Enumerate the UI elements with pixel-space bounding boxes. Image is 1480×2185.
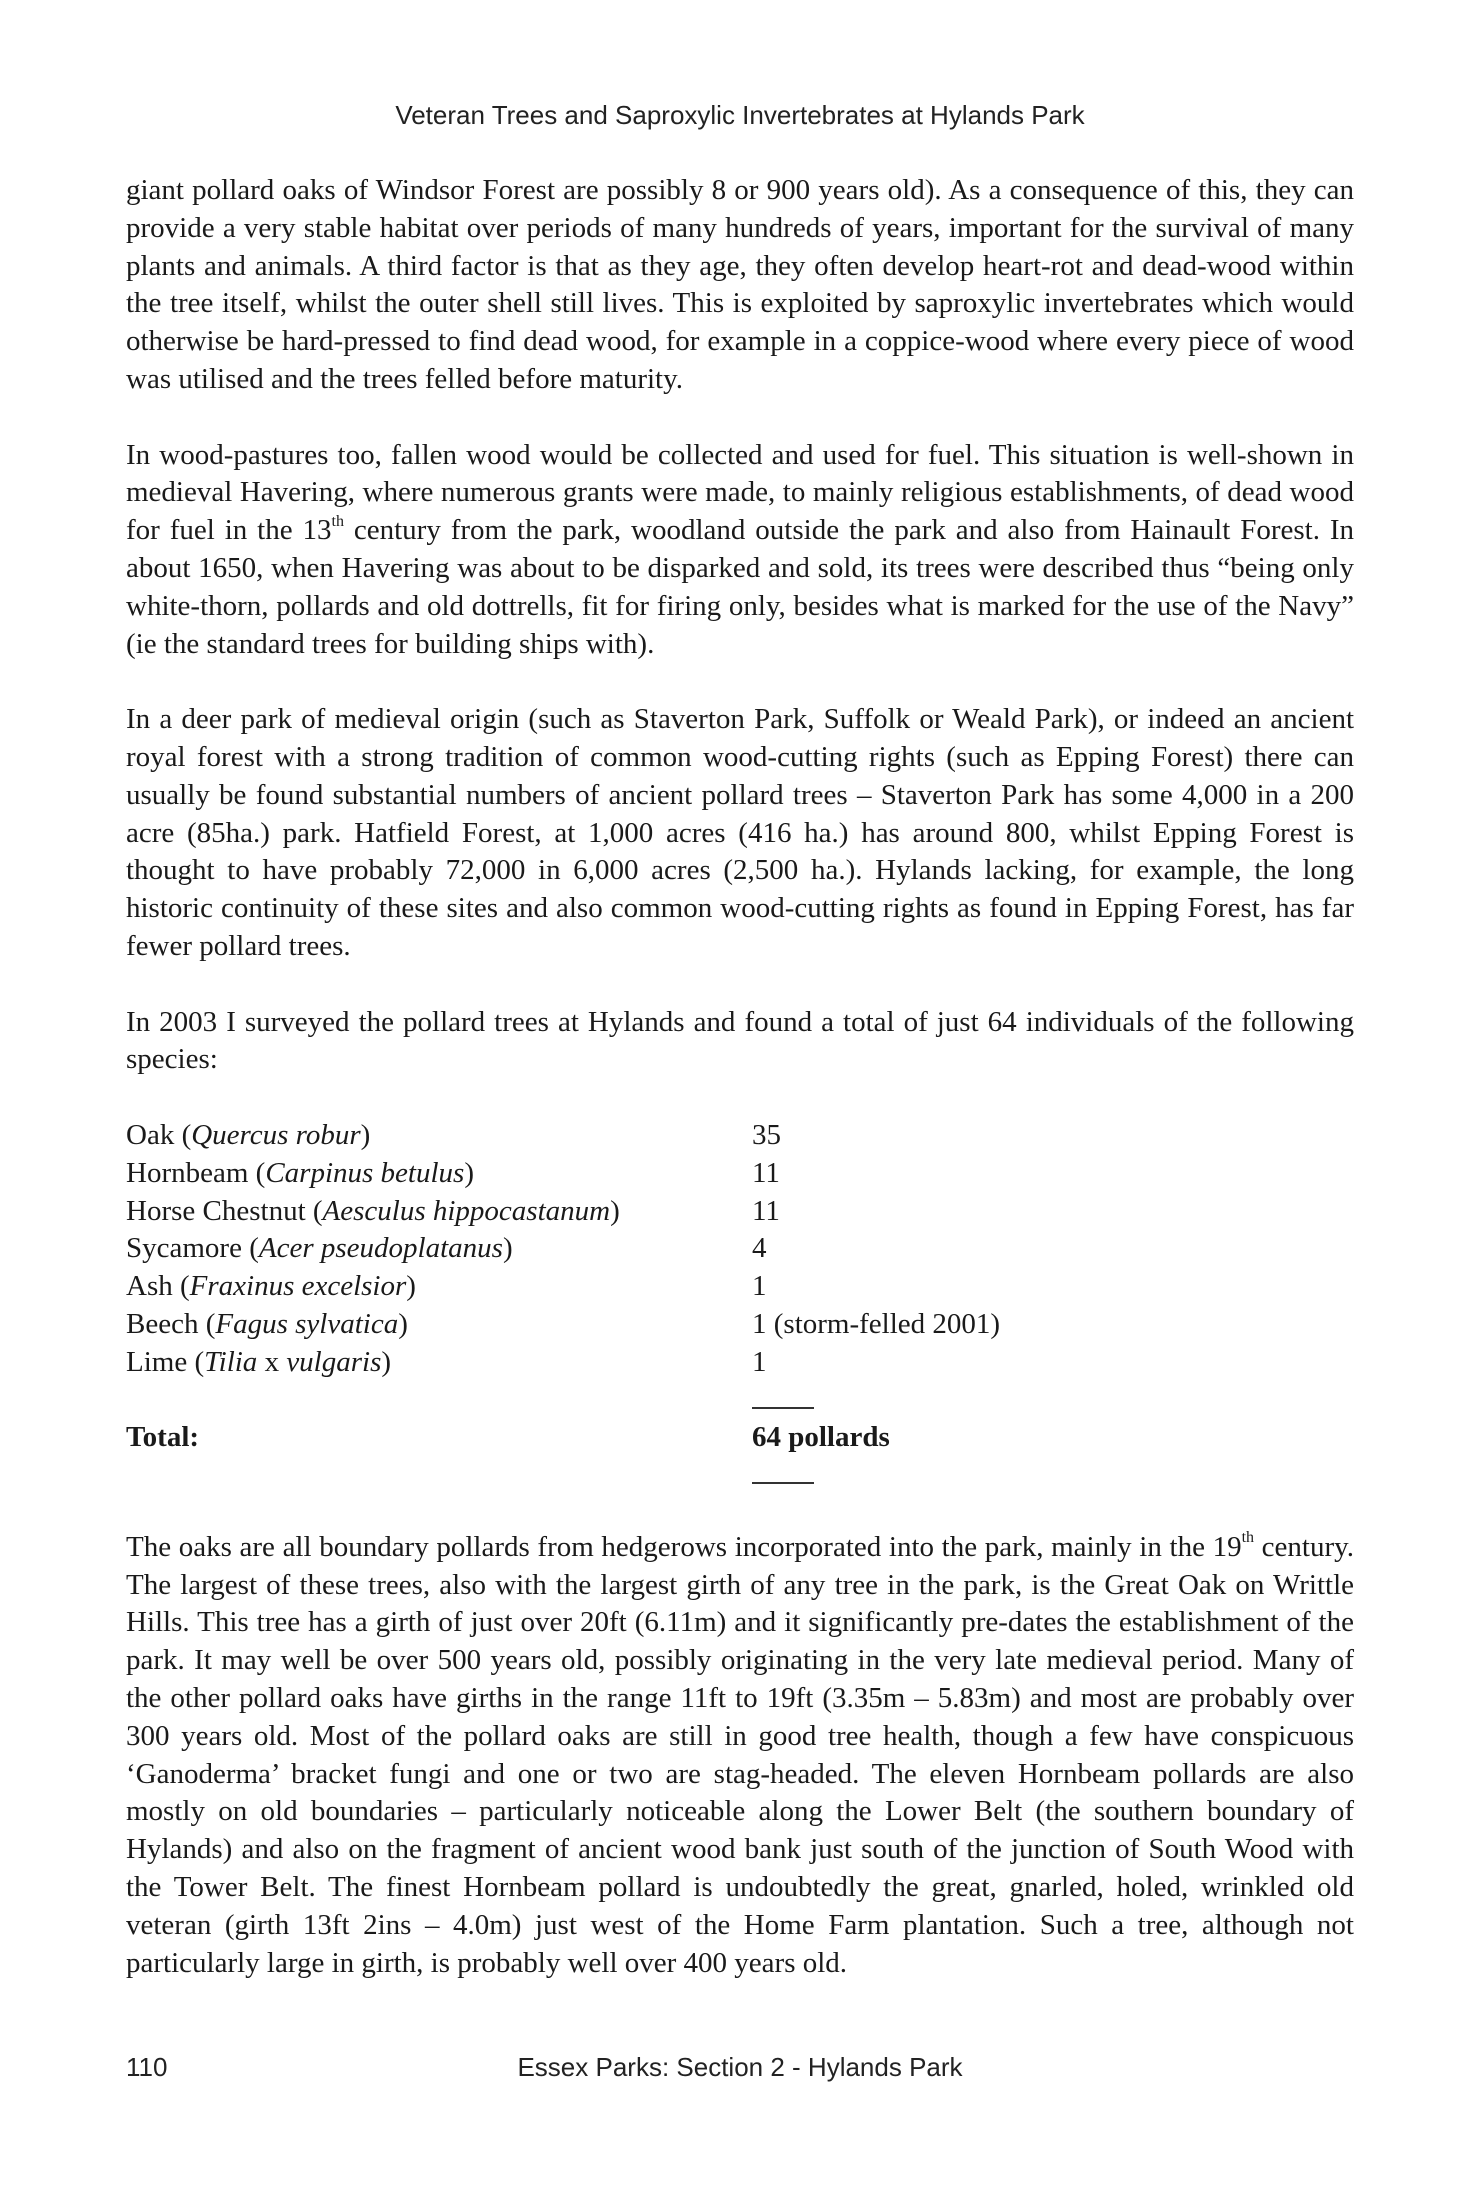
species-row-hornbeam [126, 1155, 1354, 1193]
page-number: 110 [126, 2052, 168, 2082]
total-value: 64 pollards [752, 1421, 890, 1454]
paragraph-4: In 2003 I surveyed the pollard trees at Hylands and found a total of just 64 individuals of the following species: [126, 1005, 1354, 1076]
paragraph-2-text-a: In wood-pastures too, fallen wood would be collected and used for fuel. This situation is well-shown in medieval Havering, where numerous grants were made, to mainly religious establishments, of dead wood for fuel in the 13 [126, 438, 1354, 547]
paren-close: ) [406, 1270, 416, 1303]
hybrid-marker: x [257, 1345, 287, 1378]
horizontal-rule [752, 1407, 814, 1409]
paren-close: ) [464, 1156, 474, 1189]
paragraph-3: In a deer park of medieval origin (such as Staverton Park, Suffolk or Weald Park), or indeed an ancient royal forest with a strong tradition of common wood-cutting rights (such as Epping Forest) there can usually be found substantial numbers of ancient pollard trees – Staverton Park has some 4,000 in a 200 acre (85ha.) park. Hatfield Forest, at 1,000 acres (416 ha.) has around 800, whilst Epping Forest is thought to have probably 72,000 in 6,000 acres (2,500 ha.). Hylands lacking, for example, the long historic continuity of these sites and also common wood-cutting rights as found in Epping Forest, has far fewer pollard trees. [126, 703, 1354, 962]
species-count: 1 (storm-felled 2001) [752, 1307, 1001, 1340]
species-count: 1 [752, 1270, 767, 1303]
sum-rule-top [126, 1382, 1354, 1420]
species-count: 35 [752, 1118, 781, 1151]
species-latin-name: Acer pseudoplatanus [258, 1232, 503, 1265]
paren-close: ) [502, 1232, 513, 1265]
sum-rule-bottom [126, 1457, 1354, 1495]
species-latin-name-2: vulgaris [286, 1345, 382, 1378]
species-common-name: Oak ( [126, 1118, 192, 1151]
species-common-name: Ash ( [126, 1270, 190, 1303]
species-latin-name: Carpinus betulus [265, 1156, 465, 1189]
paragraph-1: giant pollard oaks of Windsor Forest are possibly 8 or 900 years old). As a consequence of this, they can provide a very stable habitat over periods of many hundreds of years, important for the survival of many plants and animals. A third factor is that as they age, they often develop heart-rot and dead-wood within the tree itself, whilst the outer shell still lives. This is exploited by saproxylic invertebrates which would otherwise be hard-pressed to find dead wood, for example in a coppice-wood where every piece of wood was utilised and the trees felled before maturity. [126, 174, 1354, 395]
paragraph-5 [126, 1529, 1354, 1983]
species-latin-name: Aesculus hippocastanum [322, 1194, 611, 1227]
species-common-name: Sycamore ( [126, 1232, 259, 1265]
species-latin-name: Quercus robur [191, 1118, 361, 1151]
species-row-beech [126, 1306, 1354, 1344]
paren-close: ) [381, 1345, 392, 1378]
paragraph-5-text-b: century. The largest of these trees, also with the largest girth of any tree in the park, is the Great Oak on Writtle Hills. This tree has a girth of just over 20ft (6.11m) and it significantly pre-dates the establishment of the park. It may well be over 500 years old, possibly originating in the very late medieval period. Many of the other pollard oaks have girths in the range 11ft to 19ft (3.35m – 5.83m) and most are probably over 300 years old. Most of the pollard oaks are still in good tree health, though a few have conspicuous ‘Ganoderma’ bracket fungi and one or two are stag-headed. The eleven Hornbeam pollards are also mostly on old boundaries – particularly noticeable along the Lower Belt (the southern boundary of Hylands) and also on the fragment of ancient wood bank just south of the junction of South Wood with the Tower Belt. The finest Hornbeam pollard is undoubtedly the great, gnarled, holed, wrinkled old veteran (girth 13ft 2ins – 4.0m) just west of the Home Farm plantation. Such a tree, although not particularly large in girth, is probably well over 400 years old. [126, 1530, 1354, 1979]
paragraph-5-text-a: The oaks are all boundary pollards from hedgerows incorporated into the park, mainly in the 19 [126, 1530, 1242, 1563]
body-text [126, 172, 1354, 1982]
species-row-ash [126, 1268, 1354, 1306]
species-table [126, 1117, 1354, 1495]
species-common-name: Lime ( [126, 1345, 205, 1378]
paren-close: ) [398, 1307, 408, 1340]
paren-close: ) [360, 1118, 371, 1151]
species-row-sycamore [126, 1230, 1354, 1268]
species-count: 11 [752, 1194, 780, 1227]
species-latin-name: Fraxinus excelsior [189, 1270, 407, 1303]
species-latin-name: Tilia [204, 1345, 258, 1378]
horizontal-rule [752, 1482, 814, 1484]
species-common-name: Hornbeam ( [126, 1156, 266, 1189]
superscript-th: th [1241, 1529, 1255, 1547]
species-common-name: Horse Chestnut ( [126, 1194, 323, 1227]
species-common-name: Beech ( [126, 1307, 216, 1340]
paragraph-2-text-b: century from the park, woodland outside the park and also from Hainault Forest. In about 1650, when Havering was about to be disparked and sold, its trees were described thus “being only white-thorn, pollards and old dottrells, fit for firing only, besides what is marked for the use of the Navy” (ie the standard trees for building ships with). [126, 514, 1355, 660]
species-latin-name: Fagus sylvatica [215, 1307, 399, 1340]
species-row-oak [126, 1117, 1354, 1155]
species-count: 1 [752, 1345, 767, 1378]
species-count: 4 [752, 1232, 767, 1265]
species-row-lime [126, 1344, 1354, 1382]
superscript-th: th [331, 512, 344, 530]
species-row-horse-chestnut [126, 1193, 1354, 1231]
paragraph-2 [126, 437, 1354, 664]
total-row [126, 1419, 1354, 1457]
running-header: Veteran Trees and Saproxylic Invertebrates at Hylands Park [395, 100, 1085, 130]
species-count: 11 [752, 1156, 780, 1189]
paren-close: ) [610, 1194, 620, 1227]
footer-section-title: Essex Parks: Section 2 - Hylands Park [517, 2052, 963, 2082]
total-label: Total: [126, 1421, 200, 1454]
